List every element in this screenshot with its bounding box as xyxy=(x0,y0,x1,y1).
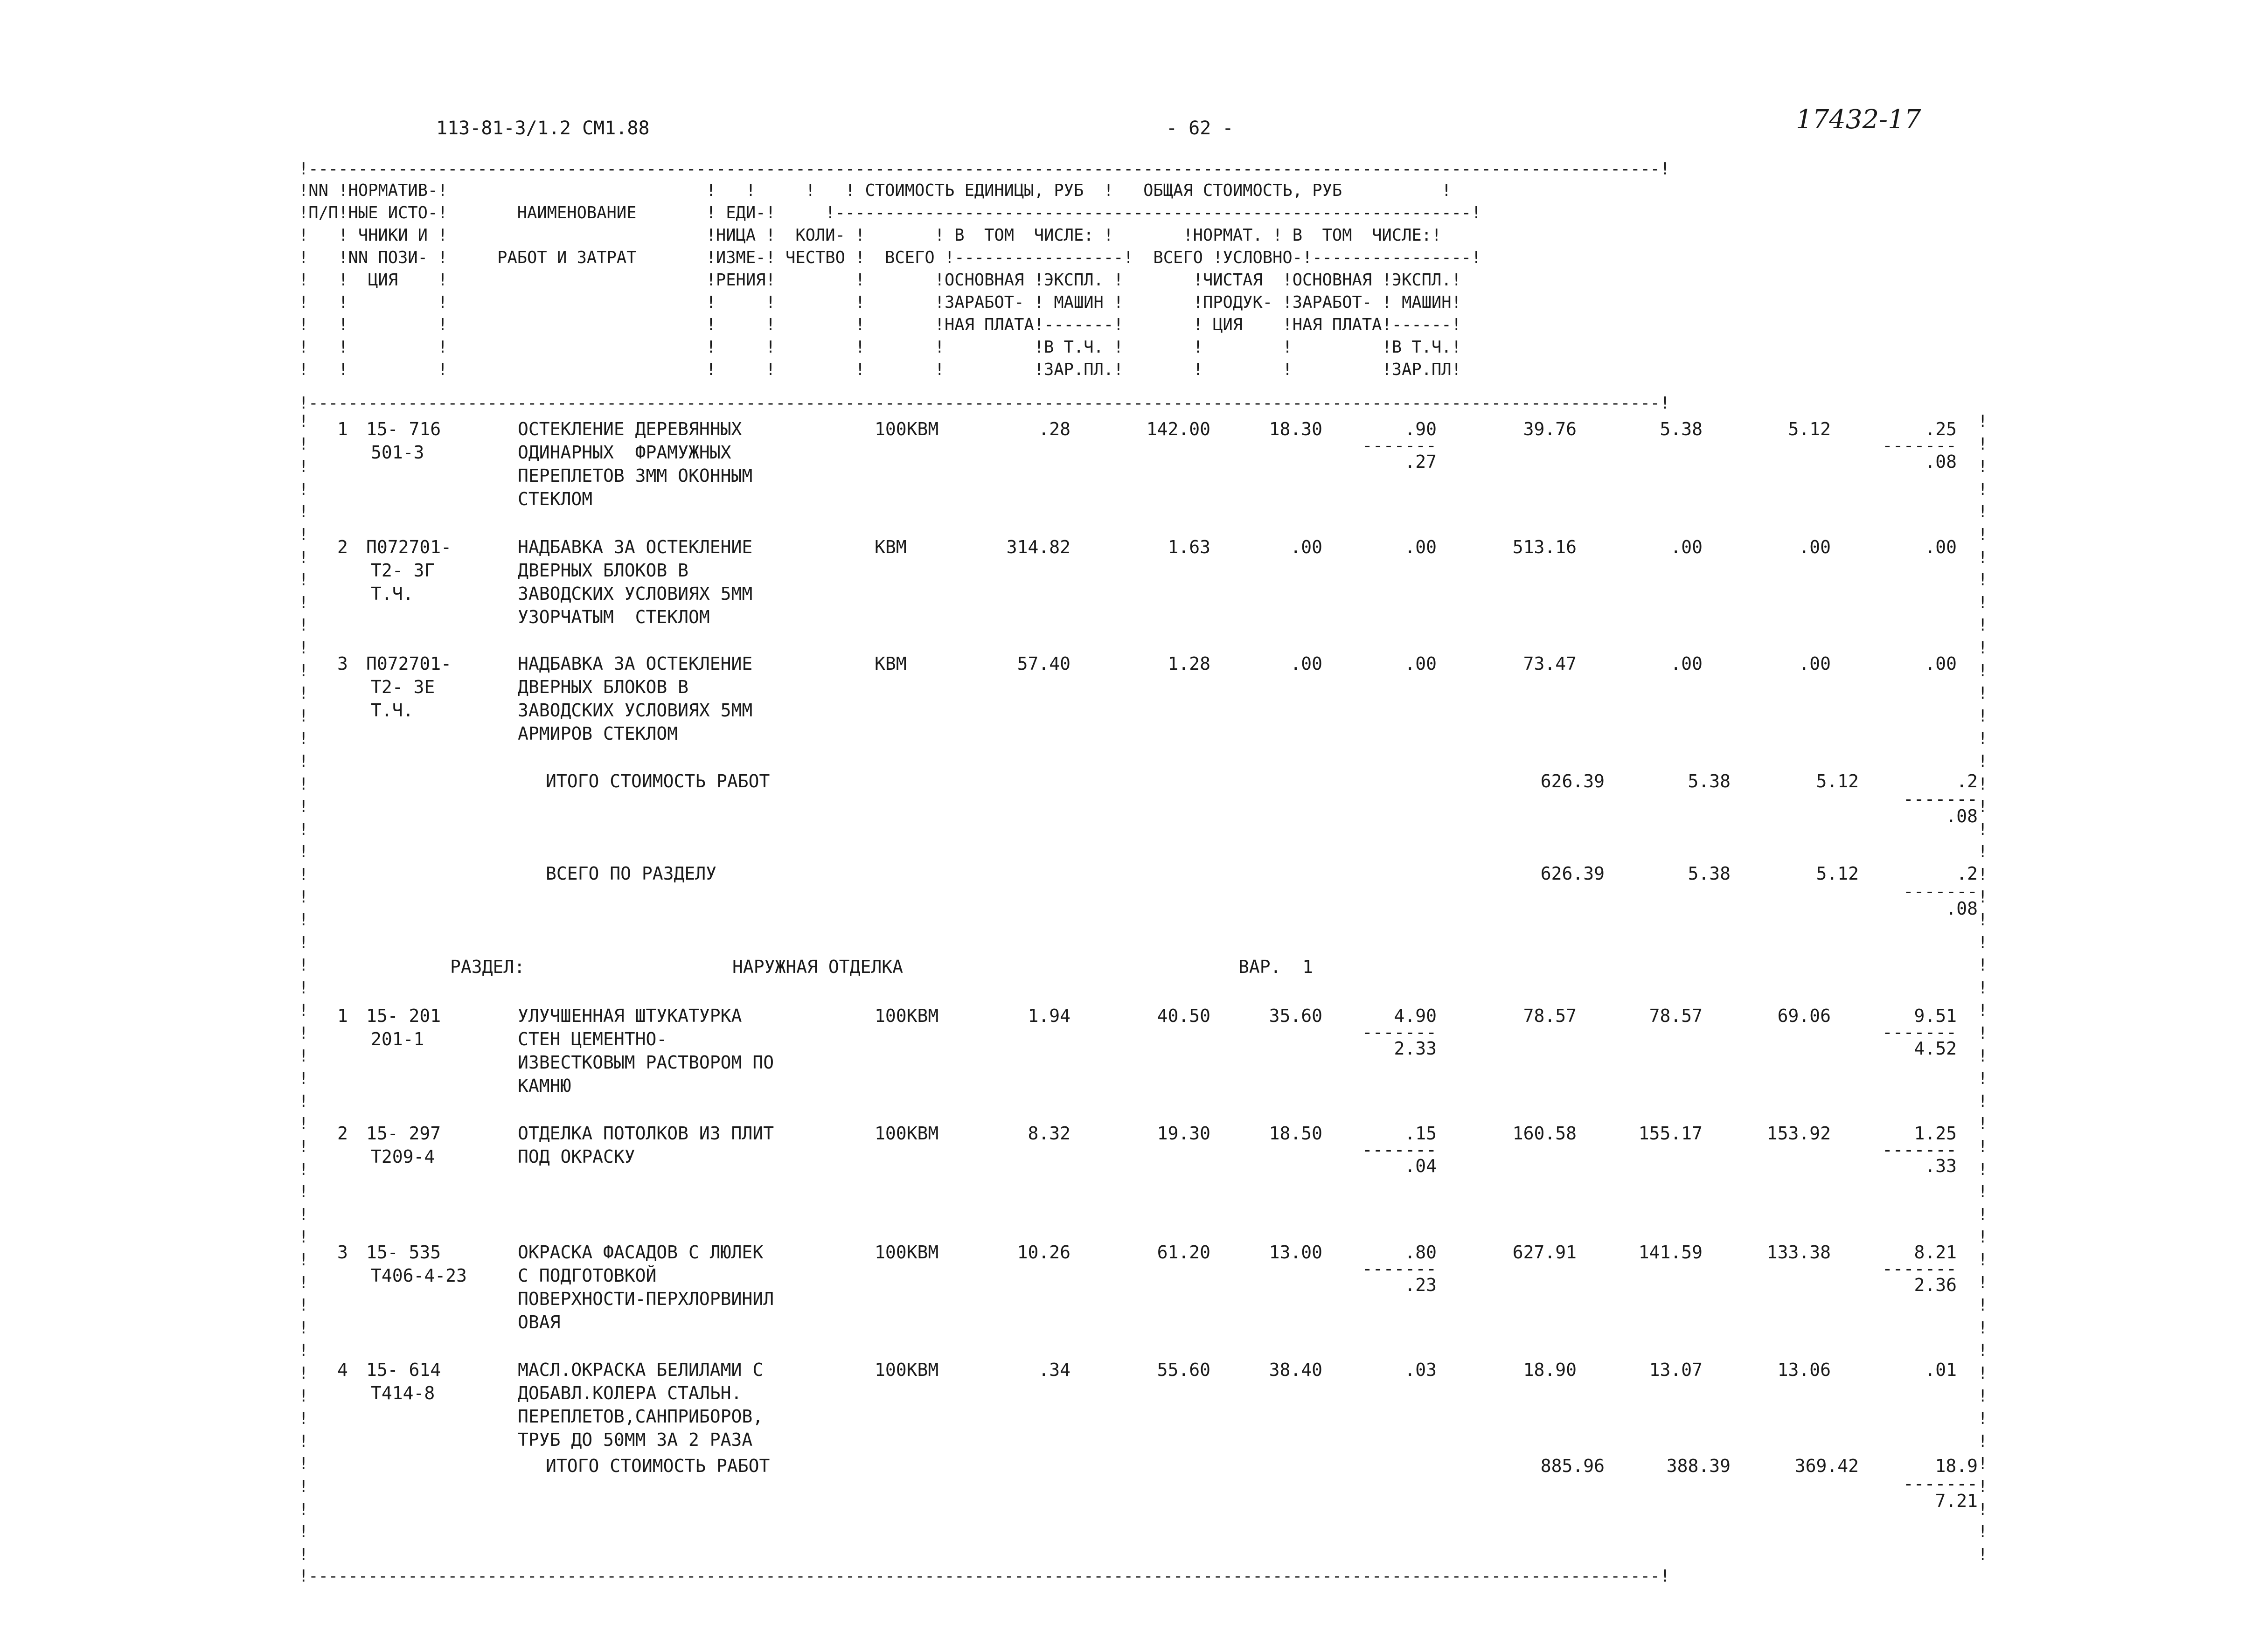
work-name-line: ПОД ОКРАСКУ xyxy=(518,1146,635,1167)
unit-of-measure: КВМ xyxy=(875,537,907,557)
total-wage: 5.12 xyxy=(1788,419,1831,439)
frame-mark: ! xyxy=(1978,1409,1988,1429)
unit-of-measure: 100КВМ xyxy=(875,1242,939,1263)
unit-of-measure: 100КВМ xyxy=(875,1360,939,1380)
column-header-line: !NN !НОРМАТИВ-! ! ! ! ! СТОИМОСТЬ ЕДИНИЦЫ, РУБ ! ОБЩАЯ СТОИМОСТЬ, РУБ ! xyxy=(299,181,1452,200)
frame-mark: ! xyxy=(299,1296,309,1315)
work-name-line: УЗОРЧАТЫМ СТЕКЛОМ xyxy=(518,607,710,627)
total-machines: .2 xyxy=(1956,771,1978,791)
column-header-line: !П/П!НЫЕ ИСТО-! НАИМЕНОВАНИЕ ! ЕДИ-! !----------------------------------------------------------------! xyxy=(299,203,1481,222)
sub-rule: ------- xyxy=(1362,435,1437,456)
row-number: 4 xyxy=(337,1360,348,1380)
row-number: 3 xyxy=(337,1242,348,1263)
section-name: НАРУЖНАЯ ОТДЕЛКА xyxy=(732,957,904,977)
header-bottom-border: !----------------------------------------------------------------------------------------------------------------------------------------! xyxy=(299,394,1670,413)
frame-mark: ! xyxy=(1978,819,1988,839)
row-number: 2 xyxy=(337,1123,348,1144)
frame-mark: ! xyxy=(299,1318,309,1338)
frame-mark: ! xyxy=(299,819,309,839)
work-name-line: ТРУБ ДО 50ММ ЗА 2 РАЗА xyxy=(518,1430,753,1450)
frame-mark: ! xyxy=(299,933,309,952)
frame-mark: ! xyxy=(299,661,309,680)
work-name-line: ОСТЕКЛЕНИЕ ДЕРЕВЯННЫХ xyxy=(518,419,742,439)
frame-mark: ! xyxy=(299,1522,309,1542)
frame-mark: ! xyxy=(1978,1182,1988,1202)
quantity: 10.26 xyxy=(1017,1242,1070,1263)
normative-net-product: .00 xyxy=(1670,653,1703,674)
frame-mark: ! xyxy=(299,502,309,522)
quantity: 1.94 xyxy=(1028,1006,1070,1026)
frame-mark: ! xyxy=(299,1182,309,1202)
frame-mark: ! xyxy=(299,525,309,544)
norm-source-code: Т414-8 xyxy=(371,1383,435,1403)
frame-mark: ! xyxy=(1978,479,1988,499)
normative-net-product: .00 xyxy=(1670,537,1703,557)
sub-rule: ------- xyxy=(1882,1139,1957,1160)
unit-cost-wage: 13.00 xyxy=(1269,1242,1322,1263)
table-bottom-border: !----------------------------------------------------------------------------------------------------------------------------------------! xyxy=(299,1567,1670,1586)
frame-mark: ! xyxy=(299,751,309,771)
norm-source-code: 15- 535 xyxy=(366,1242,441,1263)
frame-mark: ! xyxy=(1978,1431,1988,1451)
normative-net-product: 78.57 xyxy=(1649,1006,1703,1026)
machines-wage: 2.36 xyxy=(1914,1275,1957,1295)
frame-mark: ! xyxy=(299,593,309,612)
norm-source-code: Т406-4-23 xyxy=(371,1265,467,1286)
frame-mark: ! xyxy=(1978,1001,1988,1020)
unit-machines-wage: 2.33 xyxy=(1394,1038,1437,1059)
frame-mark: ! xyxy=(299,1431,309,1451)
frame-mark: ! xyxy=(1978,502,1988,522)
row-number: 2 xyxy=(337,537,348,557)
frame-mark: ! xyxy=(1978,1205,1988,1224)
norm-source-code: 201-1 xyxy=(371,1029,424,1049)
frame-mark: ! xyxy=(1978,706,1988,726)
sub-rule: ------- xyxy=(1882,1022,1957,1042)
unit-cost-machines: .00 xyxy=(1404,653,1437,674)
unit-cost-wage: .00 xyxy=(1290,537,1322,557)
unit-cost-machines: .00 xyxy=(1404,537,1437,557)
machines-wage: .08 xyxy=(1946,898,1978,919)
frame-mark: ! xyxy=(299,978,309,998)
machines-wage: 7.21 xyxy=(1935,1491,1978,1511)
frame-mark: ! xyxy=(1978,1228,1988,1247)
unit-cost-total: 1.28 xyxy=(1168,653,1210,674)
total-machines: .00 xyxy=(1925,653,1957,674)
frame-mark: ! xyxy=(299,638,309,658)
normative-net-product: 5.38 xyxy=(1660,419,1703,439)
unit-of-measure: 100КВМ xyxy=(875,1123,939,1144)
frame-mark: ! xyxy=(299,548,309,567)
unit-cost-machines: .90 xyxy=(1404,419,1437,439)
frame-mark: ! xyxy=(299,616,309,635)
total-cost: 626.39 xyxy=(1540,771,1605,791)
total-cost: 627.91 xyxy=(1512,1242,1577,1263)
total-machines: .00 xyxy=(1925,537,1957,557)
unit-cost-total: 55.60 xyxy=(1157,1360,1210,1380)
unit-cost-wage: 18.30 xyxy=(1269,419,1322,439)
frame-mark: ! xyxy=(1978,434,1988,454)
frame-mark: ! xyxy=(1978,842,1988,862)
unit-cost-machines: .15 xyxy=(1404,1123,1437,1144)
total-machines: 8.21 xyxy=(1914,1242,1957,1263)
unit-machines-wage: .04 xyxy=(1404,1156,1437,1176)
frame-mark: ! xyxy=(299,1024,309,1043)
frame-mark: ! xyxy=(299,412,309,431)
frame-mark: ! xyxy=(299,842,309,862)
frame-mark: ! xyxy=(299,1001,309,1020)
unit-cost-total: 19.30 xyxy=(1157,1123,1210,1144)
frame-mark: ! xyxy=(1978,593,1988,612)
frame-mark: ! xyxy=(299,797,309,817)
norm-source-code: П072701- xyxy=(366,653,452,674)
total-machines: .2 xyxy=(1956,863,1978,884)
table-top-border: !----------------------------------------------------------------------------------------------------------------------------------------! xyxy=(299,160,1670,179)
frame-mark: ! xyxy=(299,1228,309,1247)
unit-cost-wage: .00 xyxy=(1290,653,1322,674)
total-cost: 18.90 xyxy=(1523,1360,1577,1380)
work-name-line: ПЕРЕПЛЕТОВ 3ММ ОКОННЫМ xyxy=(518,465,753,486)
norm-source-code: 15- 716 xyxy=(366,419,441,439)
row-number: 1 xyxy=(337,1006,348,1026)
frame-mark: ! xyxy=(1978,1273,1988,1292)
work-name-line: ОДИНАРНЫХ ФРАМУЖНЫХ xyxy=(518,442,731,463)
frame-mark: ! xyxy=(1978,1046,1988,1066)
column-header-line: ! ! ! ! ! ! !НАЯ ПЛАТА!-------! ! ЦИЯ !НАЯ ПЛАТА!------! xyxy=(299,315,1461,334)
frame-mark: ! xyxy=(299,1137,309,1156)
frame-mark: ! xyxy=(1978,1137,1988,1156)
frame-mark: ! xyxy=(1978,797,1988,817)
norm-source-code: 15- 297 xyxy=(366,1123,441,1144)
frame-mark: ! xyxy=(299,910,309,930)
frame-mark: ! xyxy=(299,865,309,884)
left-frame xyxy=(299,410,313,1566)
frame-mark: ! xyxy=(299,1046,309,1066)
norm-source-code: 501-3 xyxy=(371,442,424,463)
machines-wage: .08 xyxy=(1946,806,1978,826)
work-name-line: ОКРАСКА ФАСАДОВ С ЛЮЛЕК xyxy=(518,1242,764,1263)
norm-source-code: Т.Ч. xyxy=(371,700,414,721)
total-machines: .25 xyxy=(1925,419,1957,439)
unit-machines-wage: .27 xyxy=(1404,451,1437,472)
column-header-line: ! ! ! ! ! ! ! !ЗАР.ПЛ.! ! ! !ЗАР.ПЛ! xyxy=(299,360,1461,379)
frame-mark: ! xyxy=(299,1114,309,1134)
sub-rule: ------- xyxy=(1882,435,1957,456)
frame-mark: ! xyxy=(299,1341,309,1360)
work-name-line: НАДБАВКА ЗА ОСТЕКЛЕНИЕ xyxy=(518,537,753,557)
unit-cost-machines: .80 xyxy=(1404,1242,1437,1263)
frame-mark: ! xyxy=(1978,1159,1988,1179)
frame-mark: ! xyxy=(299,434,309,454)
column-header-line: ! ! ЦИЯ ! !РЕНИЯ! ! !ОСНОВНАЯ !ЭКСПЛ. ! !ЧИСТАЯ !ОСНОВНАЯ !ЭКСПЛ.! xyxy=(299,271,1461,290)
normative-net-product: 5.38 xyxy=(1688,771,1731,791)
machines-wage: 4.52 xyxy=(1914,1038,1957,1059)
frame-mark: ! xyxy=(1978,548,1988,567)
frame-mark: ! xyxy=(1978,1363,1988,1383)
handwritten-stamp: 17432-17 xyxy=(1796,104,1921,135)
total-wage: .00 xyxy=(1799,537,1831,557)
frame-mark: ! xyxy=(299,1205,309,1224)
frame-mark: ! xyxy=(299,1250,309,1270)
sub-rule: ------- xyxy=(1903,881,1978,902)
unit-cost-total: 1.63 xyxy=(1168,537,1210,557)
total-machines: .01 xyxy=(1925,1360,1957,1380)
section-label: РАЗДЕЛ: xyxy=(450,957,525,977)
quantity: .28 xyxy=(1038,419,1070,439)
work-name-line: ИЗВЕСТКОВЫМ РАСТВОРОМ ПО xyxy=(518,1052,774,1073)
frame-mark: ! xyxy=(299,729,309,749)
row-number: 3 xyxy=(337,653,348,674)
sub-rule: ------- xyxy=(1903,788,1978,809)
unit-cost-total: 142.00 xyxy=(1146,419,1210,439)
frame-mark: ! xyxy=(1978,1477,1988,1496)
norm-source-code: 15- 201 xyxy=(366,1006,441,1026)
total-wage: 69.06 xyxy=(1777,1006,1831,1026)
column-header-line: ! ! ! ! ! ! ! !В Т.Ч. ! ! ! !В Т.Ч.! xyxy=(299,338,1461,357)
work-name-line: ПОВЕРХНОСТИ-ПЕРХЛОРВИНИЛ xyxy=(518,1289,774,1309)
unit-of-measure: 100КВМ xyxy=(875,419,939,439)
total-cost: 160.58 xyxy=(1512,1123,1577,1144)
frame-mark: ! xyxy=(1978,865,1988,884)
frame-mark: ! xyxy=(1978,1296,1988,1315)
frame-mark: ! xyxy=(1978,956,1988,975)
work-name-line: ПЕРЕПЛЕТОВ,САНПРИБОРОВ, xyxy=(518,1406,764,1427)
frame-mark: ! xyxy=(299,1409,309,1429)
sub-rule: ------- xyxy=(1362,1022,1437,1042)
frame-mark: ! xyxy=(1978,1386,1988,1406)
frame-mark: ! xyxy=(1978,1250,1988,1270)
column-header-line: ! ! ! ! ! ! !ЗАРАБОТ- ! МАШИН ! !ПРОДУК- !ЗАРАБОТ- ! МАШИН! xyxy=(299,293,1461,312)
frame-mark: ! xyxy=(299,684,309,703)
total-wage: 5.12 xyxy=(1816,771,1859,791)
work-name-line: КАМНЮ xyxy=(518,1076,571,1096)
total-label: ИТОГО СТОИМОСТЬ РАБОТ xyxy=(546,1456,770,1476)
work-name-line: АРМИРОВ СТЕКЛОМ xyxy=(518,723,678,744)
unit-machines-wage: .23 xyxy=(1404,1275,1437,1295)
unit-cost-wage: 35.60 xyxy=(1269,1006,1322,1026)
total-wage: 13.06 xyxy=(1777,1360,1831,1380)
column-header-block xyxy=(299,180,1481,381)
work-name-line: НАДБАВКА ЗА ОСТЕКЛЕНИЕ xyxy=(518,653,753,674)
norm-source-code: Т.Ч. xyxy=(371,583,414,604)
frame-mark: ! xyxy=(1978,751,1988,771)
total-wage: 369.42 xyxy=(1794,1456,1859,1476)
frame-mark: ! xyxy=(1978,1024,1988,1043)
work-name-line: ЗАВОДСКИХ УСЛОВИЯХ 5ММ xyxy=(518,583,753,604)
frame-mark: ! xyxy=(1978,1522,1988,1542)
frame-mark: ! xyxy=(299,1454,309,1474)
norm-source-code: Т2- 3Е xyxy=(371,677,435,697)
total-wage: .00 xyxy=(1799,653,1831,674)
work-name-line: МАСЛ.ОКРАСКА БЕЛИЛАМИ С xyxy=(518,1360,764,1380)
frame-mark: ! xyxy=(1978,525,1988,544)
quantity: 57.40 xyxy=(1017,653,1070,674)
frame-mark: ! xyxy=(299,1363,309,1383)
work-name-line: ОТДЕЛКА ПОТОЛКОВ ИЗ ПЛИТ xyxy=(518,1123,774,1144)
frame-mark: ! xyxy=(1978,661,1988,680)
unit-of-measure: КВМ xyxy=(875,653,907,674)
unit-cost-machines: 4.90 xyxy=(1394,1006,1437,1026)
work-name-line: СТЕН ЦЕМЕНТНО- xyxy=(518,1029,667,1049)
column-header-line: ! ! ЧНИКИ И ! !НИЦА ! КОЛИ- ! ! В ТОМ ЧИСЛЕ: ! !НОРМАТ. ! В ТОМ ЧИСЛЕ:! xyxy=(299,226,1442,245)
total-cost: 73.47 xyxy=(1523,653,1577,674)
sub-rule: ------- xyxy=(1362,1258,1437,1279)
norm-source-code: П072701- xyxy=(366,537,452,557)
quantity: 8.32 xyxy=(1028,1123,1070,1144)
total-wage: 153.92 xyxy=(1766,1123,1831,1144)
unit-cost-machines: .03 xyxy=(1404,1360,1437,1380)
frame-mark: ! xyxy=(1978,684,1988,703)
document-code: 113-81-3/1.2 СМ1.88 xyxy=(436,118,650,139)
frame-mark: ! xyxy=(1978,457,1988,477)
total-machines: 9.51 xyxy=(1914,1006,1957,1026)
total-machines: 18.9 xyxy=(1935,1456,1978,1476)
page-number: - 62 - xyxy=(1166,118,1234,139)
total-cost: 885.96 xyxy=(1540,1456,1605,1476)
frame-mark: ! xyxy=(299,1499,309,1519)
quantity: 314.82 xyxy=(1006,537,1070,557)
work-name-line: ДВЕРНЫХ БЛОКОВ В xyxy=(518,677,689,697)
frame-mark: ! xyxy=(299,888,309,907)
frame-mark: ! xyxy=(1978,412,1988,431)
total-wage: 5.12 xyxy=(1816,863,1859,884)
frame-mark: ! xyxy=(299,570,309,590)
frame-mark: ! xyxy=(299,1069,309,1089)
frame-mark: ! xyxy=(1978,1091,1988,1111)
frame-mark: ! xyxy=(299,479,309,499)
sub-rule: ------- xyxy=(1362,1139,1437,1160)
frame-mark: ! xyxy=(299,1091,309,1111)
sub-rule: ------- xyxy=(1882,1258,1957,1279)
frame-mark: ! xyxy=(1978,933,1988,952)
column-header-line: ! !NN ПОЗИ- ! РАБОТ И ЗАТРАТ !ИЗМЕ-! ЧЕСТВО ! ВСЕГО !-----------------! ВСЕГО !УСЛОВНО-!----------------! xyxy=(299,248,1481,267)
frame-mark: ! xyxy=(1978,888,1988,907)
frame-mark: ! xyxy=(299,1273,309,1292)
frame-mark: ! xyxy=(1978,1499,1988,1519)
total-cost: 78.57 xyxy=(1523,1006,1577,1026)
frame-mark: ! xyxy=(1978,774,1988,794)
work-name-line: УЛУЧШЕННАЯ ШТУКАТУРКА xyxy=(518,1006,742,1026)
frame-mark: ! xyxy=(1978,1318,1988,1338)
section-variant: ВАР. 1 xyxy=(1238,957,1314,977)
normative-net-product: 141.59 xyxy=(1638,1242,1703,1263)
total-wage: 133.38 xyxy=(1766,1242,1831,1263)
frame-mark: ! xyxy=(1978,638,1988,658)
frame-mark: ! xyxy=(1978,570,1988,590)
normative-net-product: 5.38 xyxy=(1688,863,1731,884)
normative-net-product: 13.07 xyxy=(1649,1360,1703,1380)
work-name-line: ЗАВОДСКИХ УСЛОВИЯХ 5ММ xyxy=(518,700,753,721)
norm-source-code: 15- 614 xyxy=(366,1360,441,1380)
frame-mark: ! xyxy=(1978,729,1988,749)
frame-mark: ! xyxy=(1978,1069,1988,1089)
work-name-line: ДВЕРНЫХ БЛОКОВ В xyxy=(518,560,689,581)
work-name-line: С ПОДГОТОВКОЙ xyxy=(518,1265,657,1286)
norm-source-code: Т209-4 xyxy=(371,1146,435,1167)
work-name-line: СТЕКЛОМ xyxy=(518,489,593,509)
total-machines: 1.25 xyxy=(1914,1123,1957,1144)
right-frame xyxy=(1978,410,1992,1566)
total-cost: 513.16 xyxy=(1512,537,1577,557)
frame-mark: ! xyxy=(299,1477,309,1496)
unit-cost-total: 40.50 xyxy=(1157,1006,1210,1026)
frame-mark: ! xyxy=(299,1545,309,1564)
frame-mark: ! xyxy=(1978,1114,1988,1134)
frame-mark: ! xyxy=(299,706,309,726)
frame-mark: ! xyxy=(1978,1341,1988,1360)
frame-mark: ! xyxy=(1978,1454,1988,1474)
frame-mark: ! xyxy=(299,457,309,477)
normative-net-product: 155.17 xyxy=(1638,1123,1703,1144)
frame-mark: ! xyxy=(1978,910,1988,930)
norm-source-code: Т2- 3Г xyxy=(371,560,435,581)
total-label: ВСЕГО ПО РАЗДЕЛУ xyxy=(546,863,717,884)
frame-mark: ! xyxy=(299,1159,309,1179)
sub-rule: ------- xyxy=(1903,1473,1978,1494)
unit-cost-wage: 38.40 xyxy=(1269,1360,1322,1380)
frame-mark: ! xyxy=(1978,978,1988,998)
total-label: ИТОГО СТОИМОСТЬ РАБОТ xyxy=(546,771,770,791)
quantity: .34 xyxy=(1038,1360,1070,1380)
frame-mark: ! xyxy=(1978,616,1988,635)
total-cost: 39.76 xyxy=(1523,419,1577,439)
machines-wage: .08 xyxy=(1925,451,1957,472)
row-number: 1 xyxy=(337,419,348,439)
work-name-line: ДОБАВЛ.КОЛЕРА СТАЛЬН. xyxy=(518,1383,742,1403)
normative-net-product: 388.39 xyxy=(1666,1456,1731,1476)
frame-mark: ! xyxy=(299,1386,309,1406)
work-name-line: ОВАЯ xyxy=(518,1312,561,1333)
frame-mark: ! xyxy=(299,956,309,975)
unit-cost-wage: 18.50 xyxy=(1269,1123,1322,1144)
total-cost: 626.39 xyxy=(1540,863,1605,884)
frame-mark: ! xyxy=(299,774,309,794)
frame-mark: ! xyxy=(1978,1545,1988,1564)
unit-of-measure: 100КВМ xyxy=(875,1006,939,1026)
unit-cost-total: 61.20 xyxy=(1157,1242,1210,1263)
machines-wage: .33 xyxy=(1925,1156,1957,1176)
